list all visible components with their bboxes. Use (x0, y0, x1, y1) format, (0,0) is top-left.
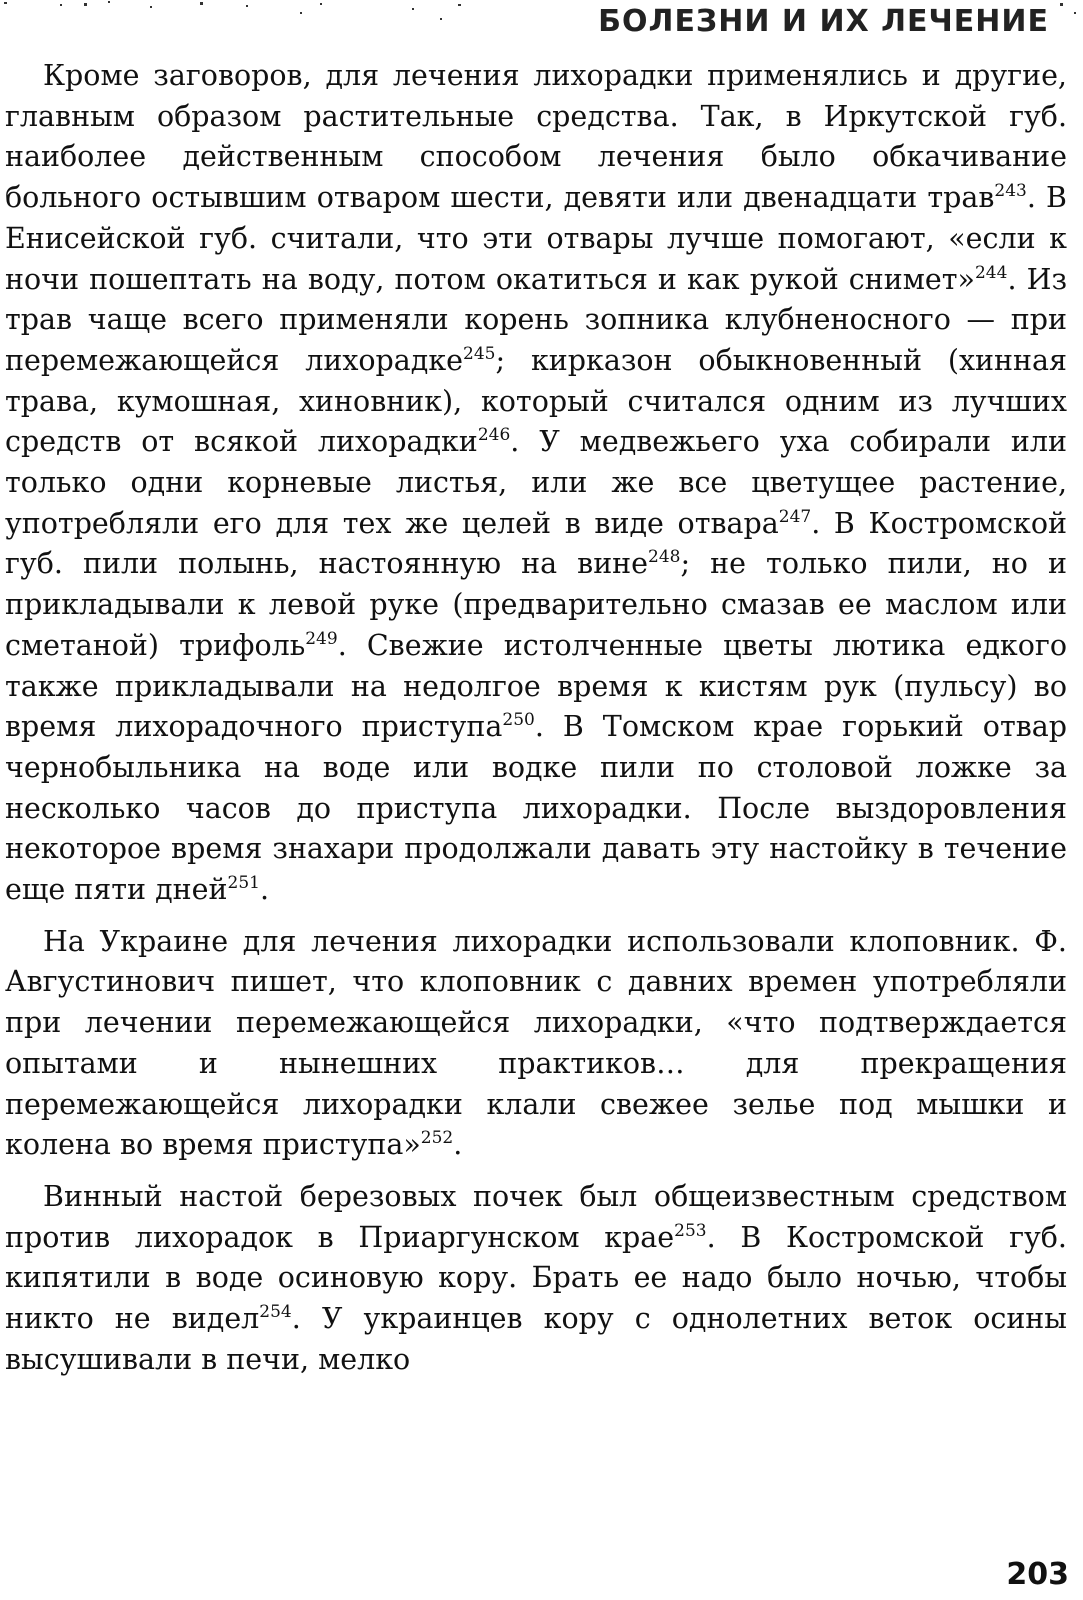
running-header: БОЛЕЗНИ И ИХ ЛЕЧЕНИЕ (598, 4, 1049, 39)
text-run: . (453, 1128, 463, 1162)
footnote-ref: 251 (227, 873, 260, 894)
text-run: . В Томском крае горький отвар чернобыльника на воде или водке пили по столовой ложке за несколько часов до приступа лихорадки. После выздоровления некоторое время знахари продолжали давать эту настойку в течение еще пяти дней (5, 710, 1067, 907)
footnote-ref: 246 (477, 425, 511, 446)
text-run: . Свежие истолченные цветы лютика едкого также прикладывали на недолгое время к кистям рук (пульсу) во время лихорадочного приступа (5, 628, 1067, 744)
text-run: . У украинцев кору с однолетних веток осины высушивали в печи, мелко (5, 1302, 1067, 1376)
page-number: 203 (1006, 1557, 1069, 1592)
text-run: На Украине для лечения лихорадки использовали клоповник. Ф. Августинович пишет, что клоповник с давних времен употребляли при лечении перемежающейся лихорадки, «что подтверждается опытами и нынешних практиков… для прекращения перемежающейся лихорадки клали свежее зелье под мышки и колена во время приступа» (5, 924, 1067, 1162)
text-run: . В Костромской губ. кипятили в воде осиновую кору. Брать ее надо было ночью, чтобы никто не видел (5, 1220, 1067, 1336)
paragraph (5, 922, 1067, 1166)
footnote-ref: 250 (502, 710, 535, 731)
footnote-ref: 245 (463, 343, 496, 364)
text-run: ; кирказон обыкновенный (хинная трава, кумошная, хиновник), который считался одним из лучших средств от всякой лихорадки (5, 343, 1067, 459)
footnote-ref: 252 (420, 1128, 454, 1149)
paragraph (5, 1177, 1067, 1381)
page-body (5, 56, 1067, 1392)
text-run: . У медвежьего уха собирали или только одни корневые листья, или же все цветущее растение, употребляли его для тех же целей в виде отвара (5, 425, 1067, 540)
text-run: . В Костромской губ. пили полынь, настоянную на вине (5, 506, 1067, 581)
text-run: ; не только пили, но и прикладывали к левой руке (предварительно смазав ее маслом или сметаной) трифоль (5, 547, 1067, 662)
footnote-ref: 253 (674, 1220, 707, 1241)
paragraph (5, 56, 1067, 911)
footnote-ref: 243 (994, 181, 1027, 202)
text-run: . В Енисейской губ. считали, что эти отвары лучше помогают, «если к ночи пошептать на воду, потом окатиться и как рукой снимет» (5, 181, 1067, 296)
footnote-ref: 244 (974, 262, 1008, 283)
text-run: . Из трав чаще всего применяли корень зопника клубненосного — при перемежающейся лихорадке (5, 262, 1067, 377)
footnote-ref: 247 (778, 506, 812, 527)
footnote-ref: 248 (648, 547, 681, 568)
footnote-ref: 254 (259, 1302, 292, 1323)
text-run: Кроме заговоров, для лечения лихорадки применялись и другие, главным образом растительные средства. Так, в Иркутской губ. наиболее действенным способом лечения было обкачивание больного остывшим отваром шести, девяти или двенадцати трав (5, 59, 1067, 215)
text-run: . (259, 873, 270, 907)
footnote-ref: 249 (305, 628, 338, 649)
text-run: Винный настой березовых почек был общеизвестным средством против лихорадок в Приаргунском крае (5, 1179, 1067, 1254)
